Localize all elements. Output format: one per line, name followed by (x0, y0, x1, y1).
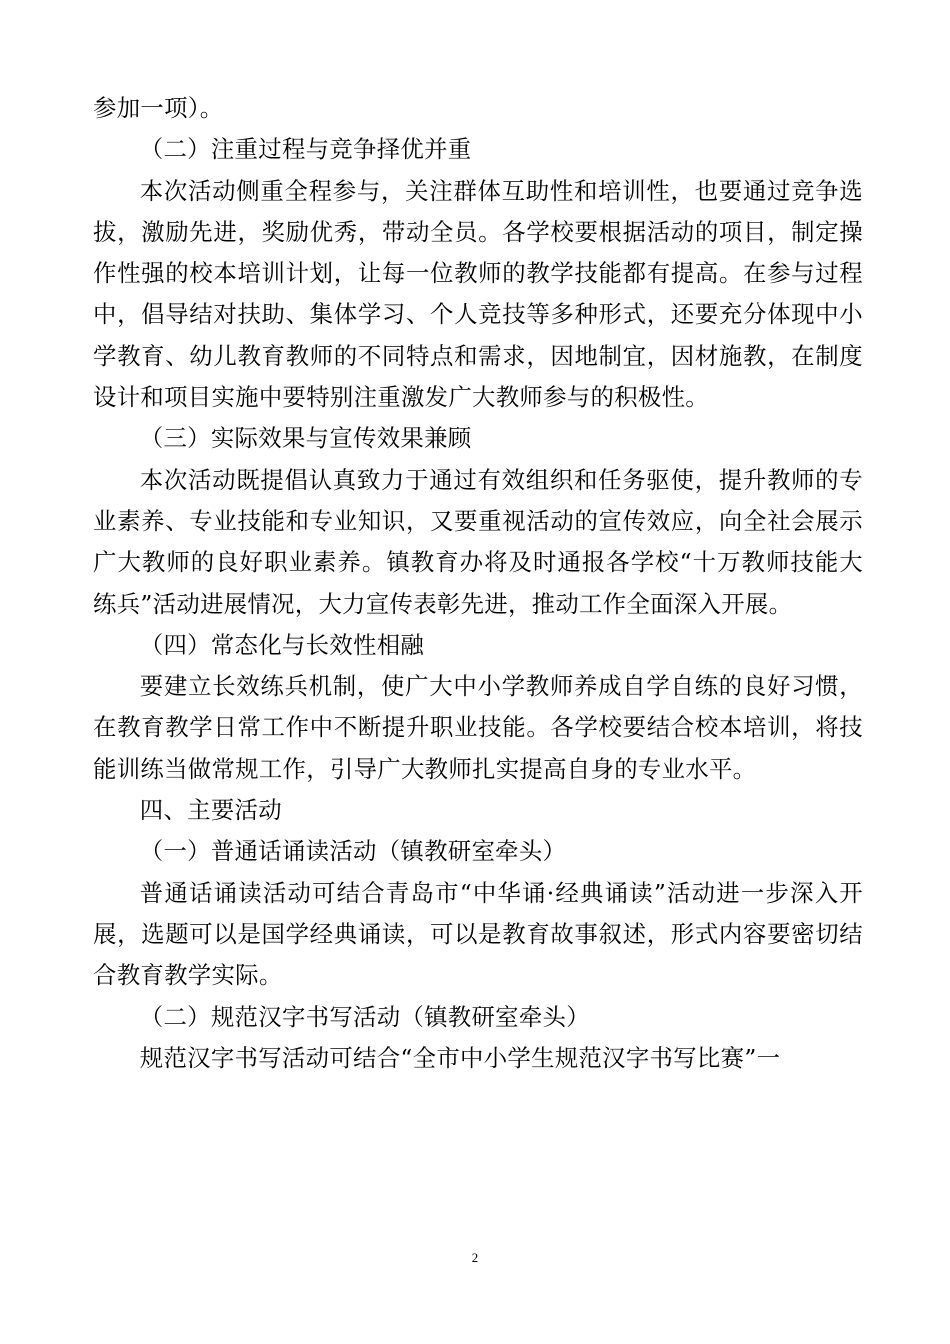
section-heading-4: （四）常态化与长效性相融 (139, 630, 425, 659)
activity-heading-handwriting: （二）规范汉字书写活动（镇教研室牵头） (139, 1002, 590, 1031)
paragraph-continuation: 参加一项）。 (93, 94, 224, 122)
body-paragraph: 要建立长效练兵机制，使广大中小学教师养成自学自练的良好习惯，在教育教学日常工作中不断提升职业技能。各学校要结合校本培训，将技能训练当做常规工作，引导广大教师扎实提高自身的专业水平。 (93, 672, 863, 783)
page-number: 2 (471, 1250, 479, 1265)
body-paragraph: 本次活动既提倡认真致力于通过有效组织和任务驱使，提升教师的专业素养、专业技能和专业知识，又要重视活动的宣传效应，向全社会展示广大教师的良好职业素养。镇教育办将及时通报各学校“十万教师技能大练兵”活动进展情况，大力宣传表彰先进，推动工作全面深入开展。 (93, 465, 863, 618)
section-heading-2: （二）注重过程与竞争择优并重 (139, 135, 472, 164)
activity-heading-mandarin-reading: （一）普通话诵读活动（镇教研室牵头） (139, 837, 567, 866)
body-paragraph: 普通话诵读活动可结合青岛市“中华诵·经典诵读”活动进一步深入开展，选题可以是国学经典诵读，可以是教育故事叙述，形式内容要密切结合教育教学实际。 (93, 878, 863, 990)
body-paragraph: 本次活动侧重全程参与，关注群体互助性和培训性，也要通过竞争选拔，激励先进，奖励优秀，带动全员。各学校要根据活动的项目，制定操作性强的校本培训计划，让每一位教师的教学技能都有提高。在参与过程中，倡导结对扶助、集体学习、个人竞技等多种形式，还要充分体现中小学教育、幼儿教育教师的不同特点和需求，因地制宜，因材施教，在制度设计和项目实施中要特别注重激发广大教师参与的积极性。 (93, 176, 863, 412)
chapter-heading-main-activities: 四、主要活动 (139, 796, 282, 825)
section-heading-3: （三）实际效果与宣传效果兼顾 (139, 424, 472, 453)
body-paragraph: 规范汉字书写活动可结合“全市中小学生规范汉字书写比赛”一 (139, 1043, 781, 1072)
document-body (93, 88, 863, 1079)
